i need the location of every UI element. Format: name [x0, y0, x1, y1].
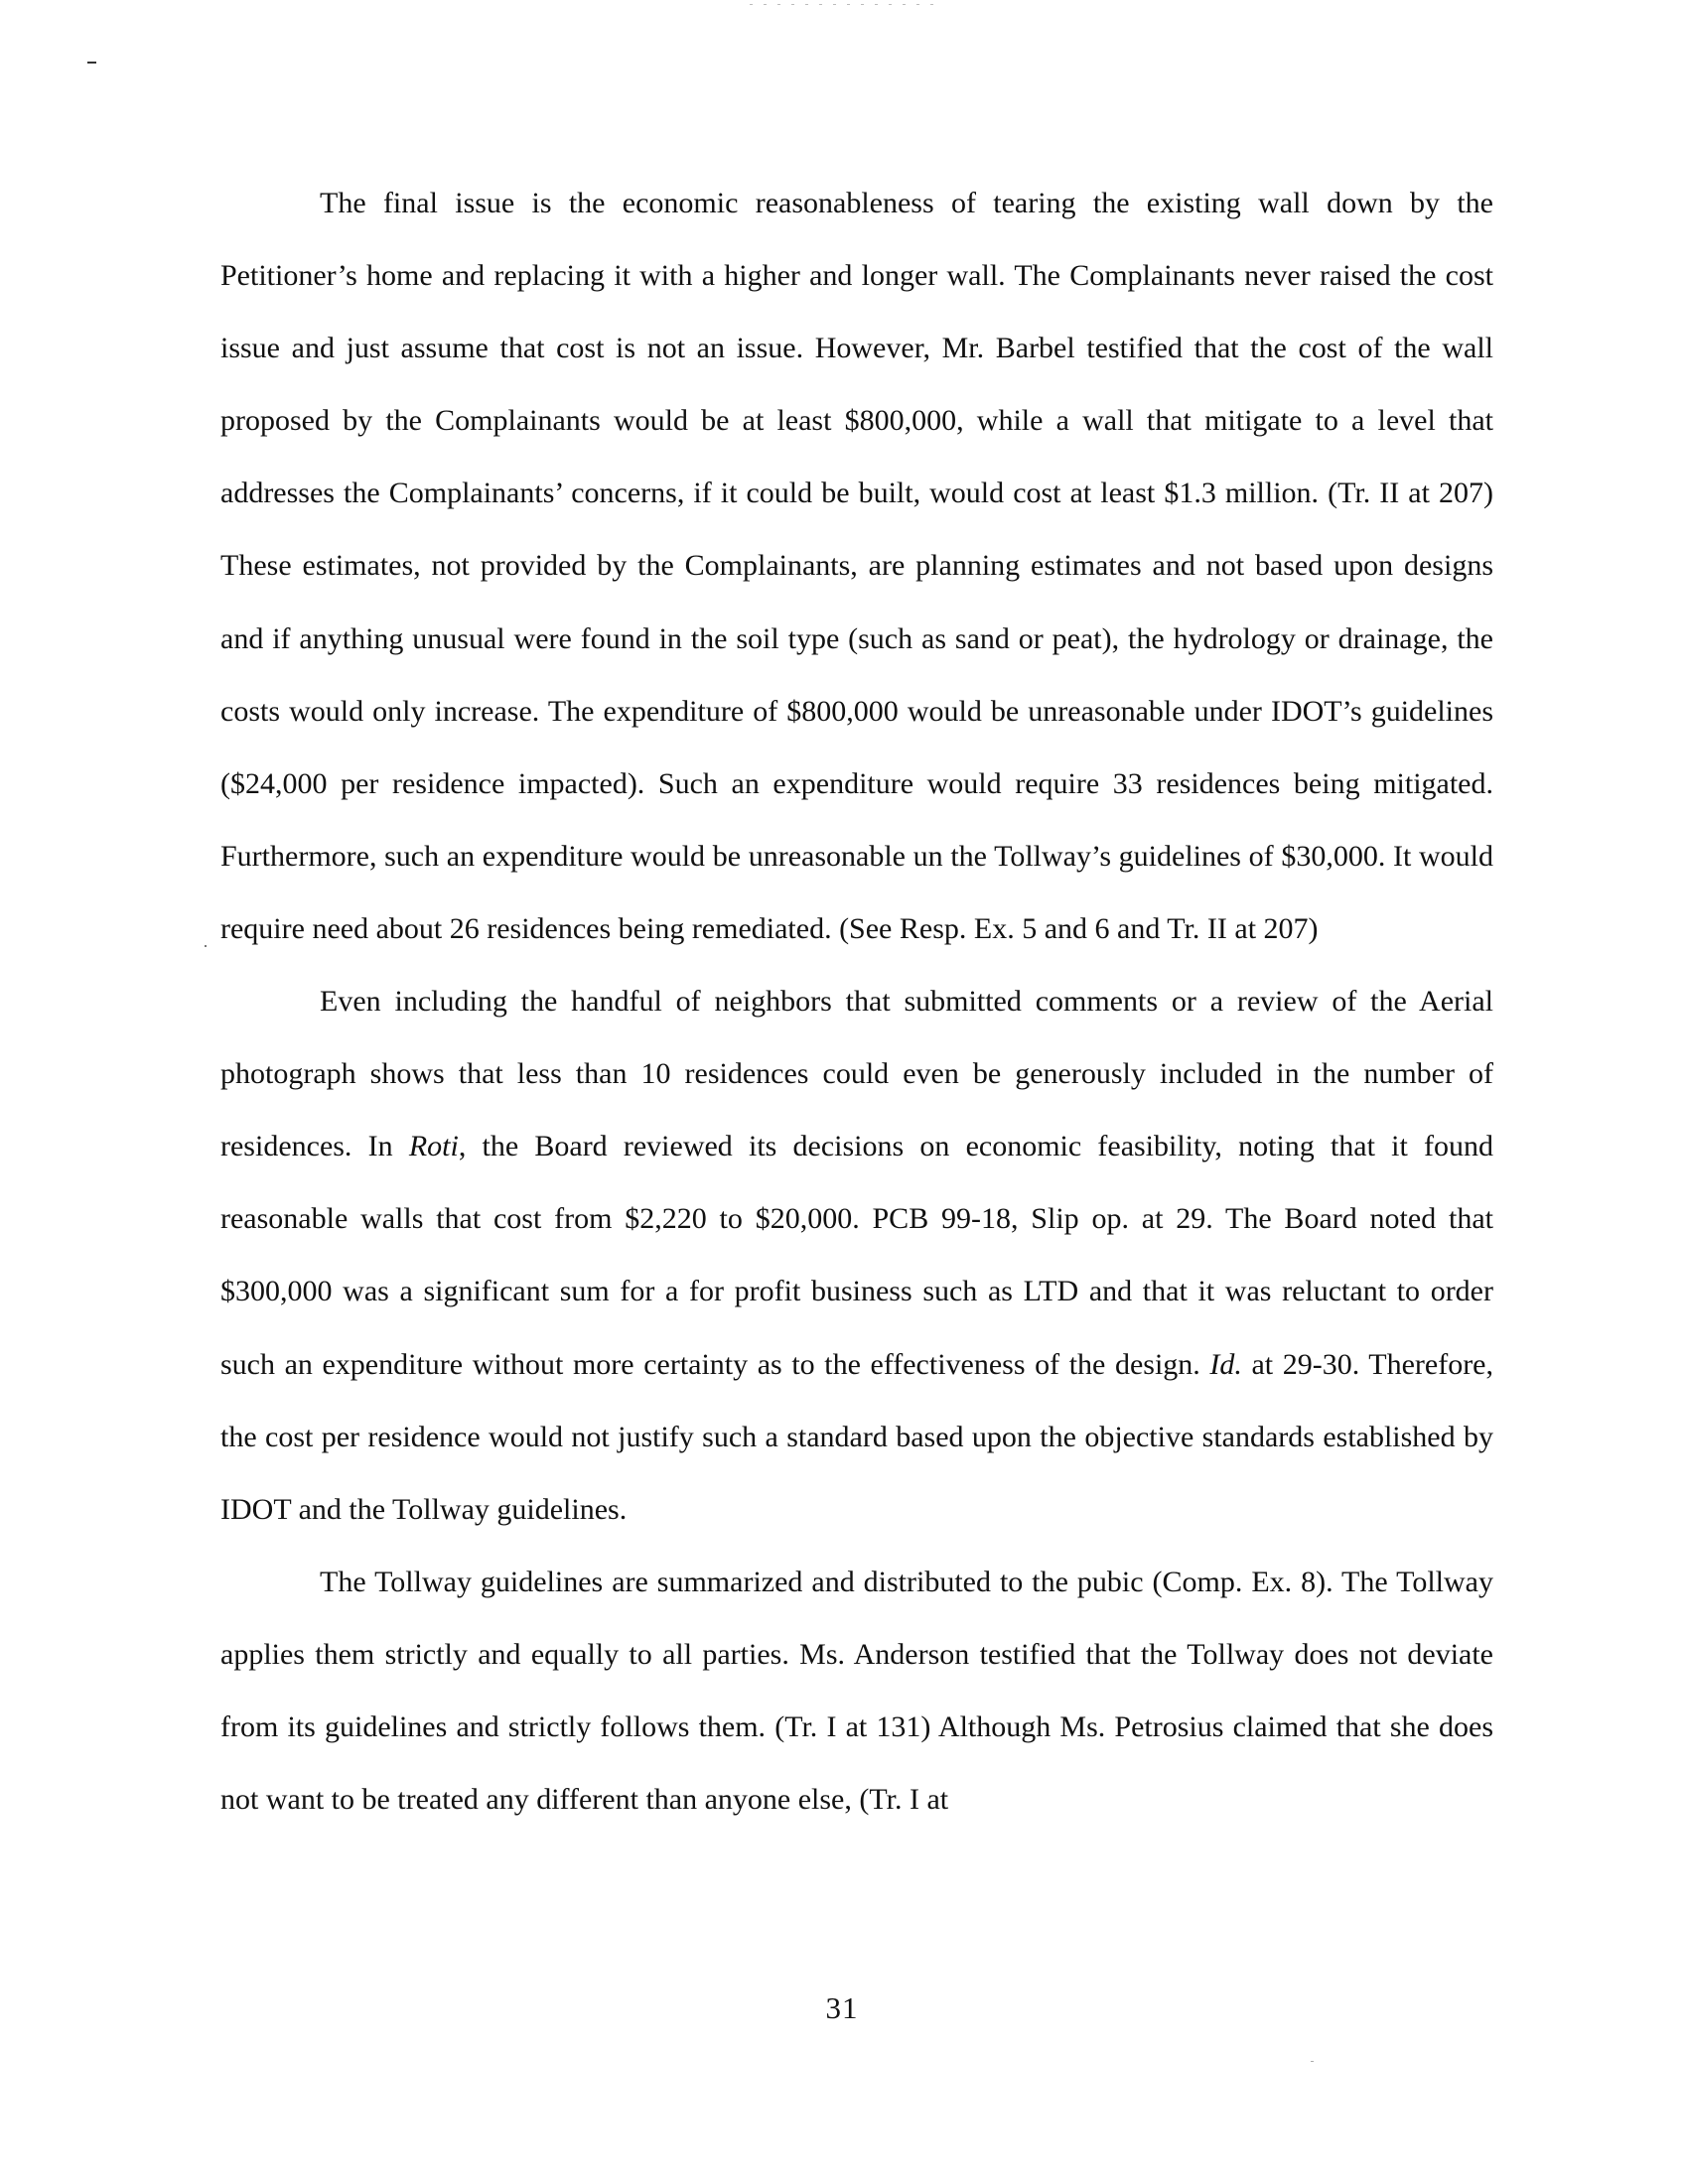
page-number: 31	[825, 1990, 859, 2025]
case-citation-italic: Roti	[408, 1130, 459, 1163]
scan-artifact-dash	[87, 62, 96, 64]
scan-artifact-dot	[1311, 2061, 1314, 2062]
paragraph-text: The final issue is the economic reasonableness of tearing the existing wall down by the Petitioner’s home and replacing it with a higher and longer wall. The Complainants never raised the cost issue and just assume that cost is not an issue. However, Mr. Barbel testified that the cost of the wall proposed by the Complainants would be at least $800,000, while a wall that mitigate to a level that addresses the Complainants’ concerns, if it could be built, would cost at least $1.3 million. (Tr. II at 207) These estimates, not provided by the Complainants, are planning estimates and not based upon designs and if anything unusual were found in the soil type (such as sand or peat), the hydrology or drainage, the costs would only increase. The expenditure of $800,000 would be unreasonable under IDOT’s guidelines ($24,000 per residence impacted). Such an expenditure would require 33 residences being mitigated. Furthermore, such an expenditure would be unreasonable un the Tollway’s guidelines of $30,000. It would require need about 26 residences being remediated. (See Resp. Ex. 5 and 6 and Tr. II at 207)	[220, 187, 1493, 945]
paragraph-roti-decision	[220, 965, 1493, 1546]
scan-artifact-top	[750, 4, 933, 5]
paragraph-text: Even including the handful of neighbors that submitted comments or a review of the Aerial photograph shows that less than 10 residences could even be generously included in the number of residences. In	[220, 985, 1493, 1163]
citation-id-italic: Id.	[1209, 1347, 1242, 1381]
paragraph-tollway-guidelines	[220, 1546, 1493, 1836]
paragraph-text: The Tollway guidelines are summarized and distributed to the pubic (Comp. Ex. 8). The Tollway applies them strictly and equally to all parties. Ms. Anderson testified that the Tollway does not deviate from its guidelines and strictly follows them. (Tr. I at 131) Although Ms. Petrosius claimed that she does not want to be treated any different than anyone else, (Tr. I at	[220, 1565, 1493, 1817]
paragraph-economic-reasonableness	[220, 167, 1493, 965]
body-text	[220, 167, 1493, 1836]
paragraph-text: at 29-30. Therefore, the cost per residence would not justify such a standard based upon the objective standards established by IDOT and the Tollway guidelines.	[220, 1347, 1493, 1526]
paragraph-text: , the Board reviewed its decisions on economic feasibility, noting that it found reasonable walls that cost from $2,220 to $20,000. PCB 99-18, Slip op. at 29. The Board noted that $300,000 was a significant sum for a for profit business such as LTD and that it was reluctant to order such an expenditure without more certainty as to the effectiveness of the design.	[220, 1130, 1493, 1381]
scan-artifact-dot	[205, 945, 207, 947]
